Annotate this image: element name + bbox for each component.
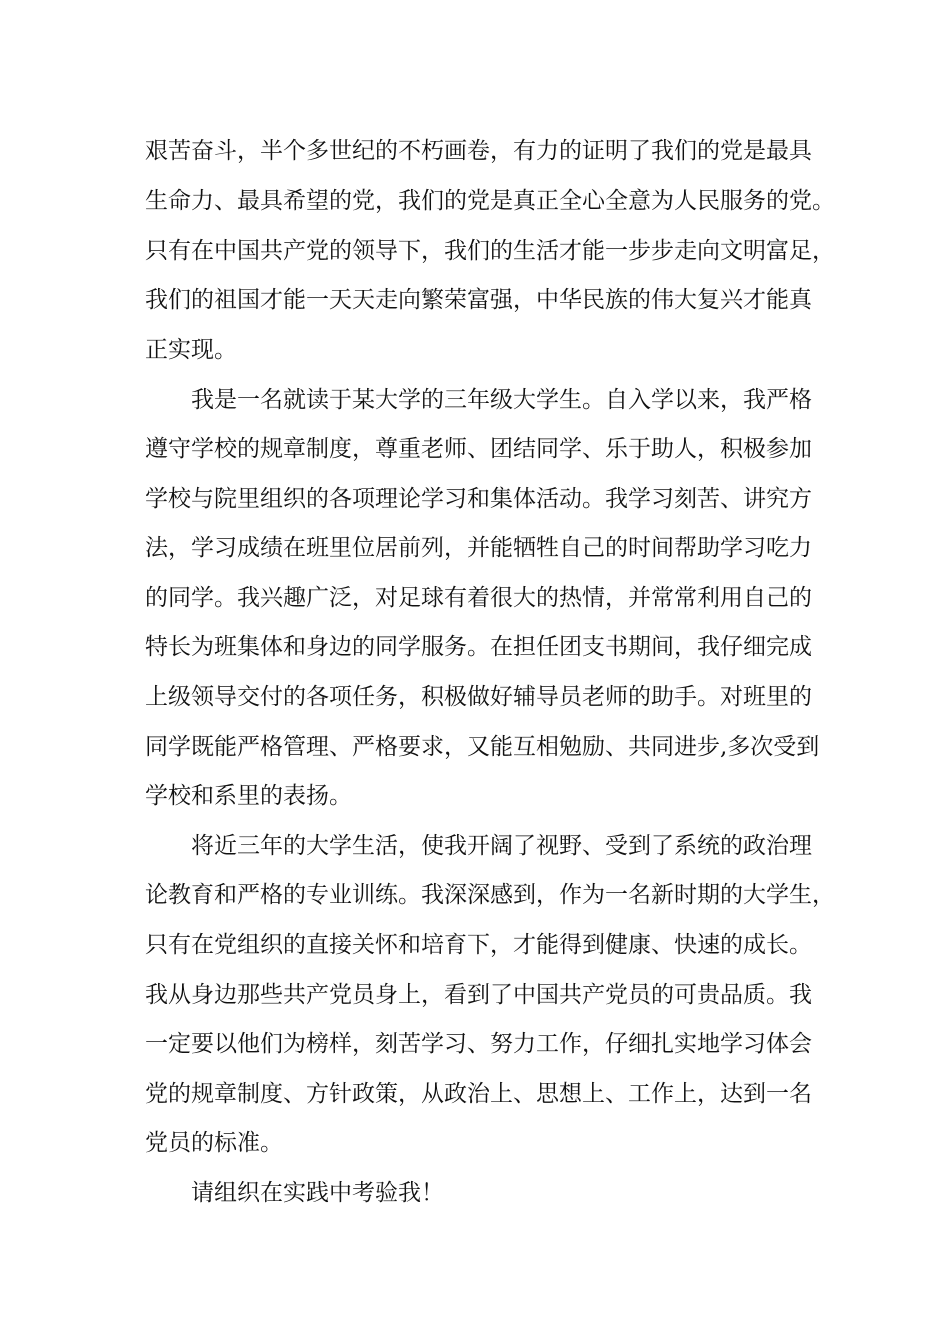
text-line: 我们的祖国才能一天天走向繁荣富强，中华民族的伟大复兴才能真 (145, 287, 812, 313)
text-line: 学校和系里的表扬。 (145, 783, 352, 809)
text-line: 论教育和严格的专业训练。我深深感到，作为一名新时期的大学生， (145, 882, 835, 908)
text-line: 特长为班集体和身边的同学服务。在担任团支书期间，我仔细完成 (145, 634, 812, 660)
paragraph-first-line: 我是一名就读于某大学的三年级大学生。自入学以来，我严格 (191, 387, 812, 413)
text-line: 上级领导交付的各项任务，积极做好辅导员老师的助手。对班里的 (145, 684, 812, 710)
text-line: 的同学。我兴趣广泛，对足球有着很大的热情，并常常利用自己的 (145, 585, 812, 611)
text-line: 法，学习成绩在班里位居前列，并能牺牲自己的时间帮助学习吃力 (145, 535, 812, 561)
text-line: 只有在中国共产党的领导下，我们的生活才能一步步走向文明富足， (145, 238, 835, 264)
text-line: 正实现。 (145, 337, 237, 363)
text-line: 生命力、最具希望的党，我们的党是真正全心全意为人民服务的党。 (145, 188, 835, 214)
text-line: 党员的标准。 (145, 1130, 283, 1156)
text-line: 我从身边那些共产党员身上，看到了中国共产党员的可贵品质。我 (145, 982, 812, 1008)
text-line: 学校与院里组织的各项理论学习和集体活动。我学习刻苦、讲究方 (145, 486, 812, 512)
paragraph-first-line: 将近三年的大学生活，使我开阔了视野、受到了系统的政治理 (191, 833, 812, 859)
text-line: 艰苦奋斗，半个多世纪的不朽画卷，有力的证明了我们的党是最具 (145, 138, 812, 164)
text-line: 同学既能严格管理、严格要求，又能互相勉励、共同进步,多次受到 (145, 734, 820, 760)
text-line: 党的规章制度、方针政策，从政治上、思想上、工作上，达到一名 (145, 1081, 812, 1107)
text-line: 一定要以他们为榜样，刻苦学习、努力工作，仔细扎实地学习体会 (145, 1031, 812, 1057)
text-line: 只有在党组织的直接关怀和培育下，才能得到健康、快速的成长。 (145, 932, 812, 958)
paragraph-first-line: 请组织在实践中考验我！ (191, 1180, 444, 1206)
text-line: 遵守学校的规章制度，尊重老师、团结同学、乐于助人，积极参加 (145, 436, 812, 462)
